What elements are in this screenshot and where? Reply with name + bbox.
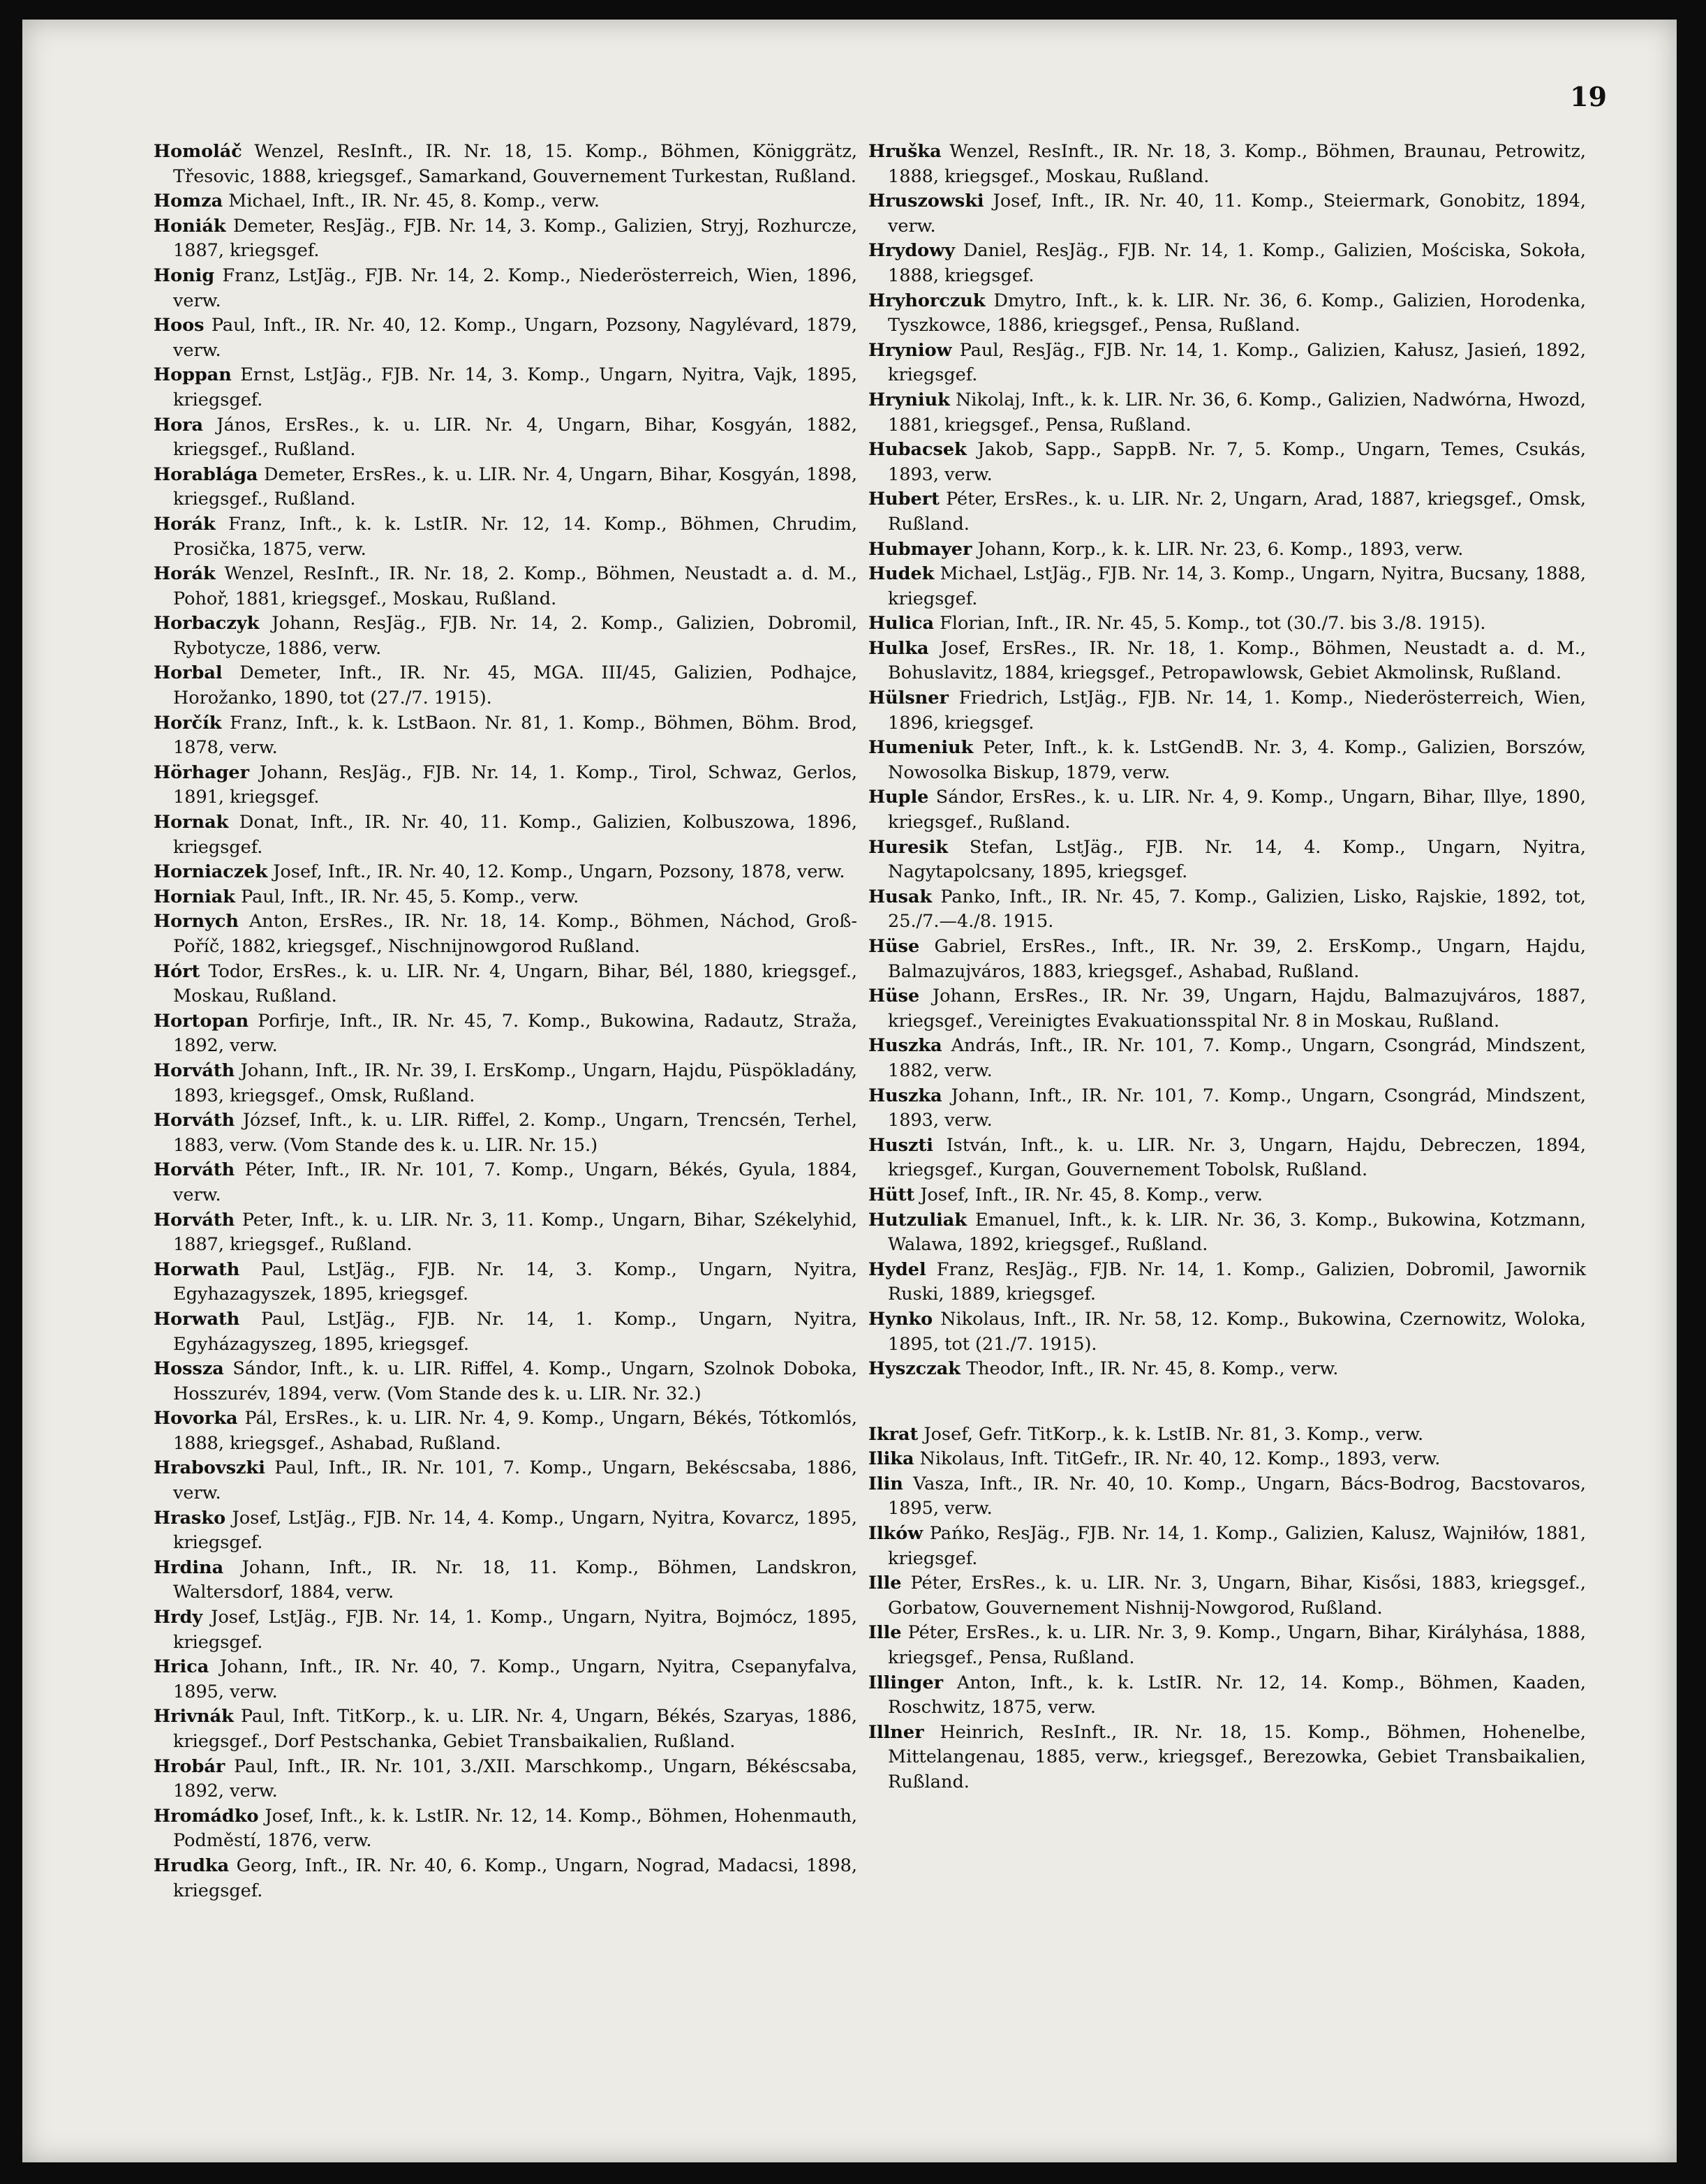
entry-details: Josef, LstJäg., FJB. Nr. 14, 4. Komp., Ungarn, Nyitra, Kovarcz, 1895, kriegsgef. [173,1507,858,1554]
entry-details: Johann, ErsRes., IR. Nr. 39, Ungarn, Hajdu, Balmazujváros, 1887, kriegsgef., Vereinigtes Evakuationsspital Nr. 8 in Moskau, Rußland. [888,986,1586,1032]
entry-details: Franz, ResJäg., FJB. Nr. 14, 1. Komp., Galizien, Dobromil, Jawornik Ruski, 1889, kriegsgef. [888,1258,1586,1305]
register-entry [154,761,857,810]
entry-surname: Ikrat [868,1423,919,1445]
entry-details: Florian, Inft., IR. Nr. 45, 5. Komp., tot (30./7. bis 3./8. 1915). [940,613,1486,634]
entry-surname: Honig [154,265,215,286]
entry-details: Demeter, ResJäg., FJB. Nr. 14, 3. Komp., Galizien, Stryj, Rozhurcze, 1887, kriegsgef. [173,215,858,262]
entry-details: Josef, Inft., k. k. LstIR. Nr. 12, 14. Komp., Böhmen, Hohenmauth, Podměstí, 1876, verw. [173,1805,857,1852]
register-entry [154,512,857,562]
register-entry [154,960,857,1009]
register-entry [154,214,857,264]
register-entry [154,1059,857,1108]
entry-surname: Hubacsek [868,439,967,461]
register-entry [868,611,1586,637]
entry-details: Wenzel, ResInft., IR. Nr. 18, 3. Komp., Böhmen, Braunau, Petrowitz, 1888, kriegsgef., Moskau, Rußland. [888,141,1586,187]
entry-surname: Hruška [868,141,942,162]
entry-surname: Hudek [868,563,935,585]
entry-surname: Illinger [868,1672,944,1693]
entry-details: János, ErsRes., k. u. LIR. Nr. 4, Ungarn, Bihar, Kosgyán, 1882, kriegsgef., Rußland. [173,414,857,461]
entry-surname: Hrivnák [154,1706,234,1728]
register-entry [154,1704,857,1754]
entry-surname: Ille [868,1573,902,1594]
entry-details: Josef, Inft., IR. Nr. 45, 8. Komp., verw. [920,1184,1263,1205]
register-entry [154,810,857,860]
register-entry [154,264,857,313]
register-entry [154,562,857,611]
right-column [868,140,1586,1795]
entry-surname: Horváth [154,1159,235,1181]
entry-details: Porfirje, Inft., IR. Nr. 45, 7. Komp., Bukowina, Radautz, Straža, 1892, verw. [173,1010,858,1057]
entry-surname: Hromádko [154,1805,259,1827]
register-entry [868,388,1586,438]
register-entry [154,1804,857,1854]
register-entry [868,1522,1586,1571]
entry-details: Péter, ErsRes., k. u. LIR. Nr. 3, 9. Komp., Ungarn, Bihar, Királyhása, 1888, kriegsgef., Pensa, Rußland. [888,1622,1586,1669]
entry-details: Paul, LstJäg., FJB. Nr. 14, 1. Komp., Ungarn, Nyitra, Egyházagyszeg, 1895, kriegsgef. [173,1308,857,1355]
entry-surname: Hüse [868,936,920,957]
entry-details: Pál, ErsRes., k. u. LIR. Nr. 4, 9. Komp., Ungarn, Békés, Tótkomlós, 1888, kriegsgef., Ashabad, Rußland. [173,1408,858,1454]
entry-details: Franz, LstJäg., FJB. Nr. 14, 2. Komp., Niederösterreich, Wien, 1896, verw. [173,265,857,311]
register-entry [868,1034,1586,1083]
register-entry [868,1447,1586,1472]
register-entry [868,637,1586,686]
entry-surname: Huresik [868,836,949,858]
entry-details: Paul, Inft., IR. Nr. 40, 12. Komp., Ungarn, Pozsony, Nagylévard, 1879, verw. [173,315,857,361]
entry-surname: Horwath [154,1308,240,1330]
register-entry [154,1158,857,1208]
entry-details: Anton, Inft., k. k. LstIR. Nr. 12, 14. Komp., Böhmen, Kaaden, Roschwitz, 1875, verw. [888,1672,1586,1718]
register-entry [868,1134,1586,1183]
register-entry [154,711,857,761]
entry-details: Georg, Inft., IR. Nr. 40, 6. Komp., Ungarn, Nograd, Madacsi, 1898, kriegsgef. [173,1855,857,1901]
entry-surname: Huszti [868,1134,933,1156]
register-entry [154,661,857,711]
entry-details: Josef, ErsRes., IR. Nr. 18, 1. Komp., Böhmen, Neustadt a. d. M., Bohuslavitz, 1884, kriegsgef., Petropawlowsk, Gebiet Akmolinsk, Rußland. [888,637,1586,684]
entry-surname: Horniaczek [154,861,268,883]
entry-details: Ernst, LstJäg., FJB. Nr. 14, 3. Komp., Ungarn, Nyitra, Vajk, 1895, kriegsgef. [173,364,858,410]
entry-details: Friedrich, LstJäg., FJB. Nr. 14, 1. Komp., Niederösterreich, Wien, 1896, kriegsgef. [888,688,1587,734]
entry-details: Todor, ErsRes., k. u. LIR. Nr. 4, Ungarn, Bihar, Bél, 1880, kriegsgef., Moskau, Rußland. [173,960,857,1007]
entry-surname: Hoppan [154,364,232,386]
entry-surname: Horváth [154,1060,235,1081]
register-entry [154,1108,857,1158]
entry-surname: Ilków [868,1523,924,1545]
entry-surname: Hornak [154,812,229,833]
entry-surname: Hrdina [154,1557,224,1578]
entry-surname: Hryniuk [868,389,950,410]
register-entry [154,885,857,910]
entry-surname: Hrudka [154,1855,230,1876]
entry-details: Heinrich, ResInft., IR. Nr. 18, 15. Komp., Böhmen, Hohenelbe, Mittelangenau, 1885, verw., kriegsgef., Berezowka, Gebiet Transbaikalien, Rußland. [888,1721,1587,1792]
entry-details: Gabriel, ErsRes., Inft., IR. Nr. 39, 2. ErsKomp., Ungarn, Hajdu, Balmazujváros, 1883, kriegsgef., Ashabad, Rußland. [888,936,1587,982]
page-number: 19 [1570,81,1607,112]
register-entry [154,1456,857,1506]
entry-surname: Hornych [154,911,239,933]
register-entry [154,1357,857,1406]
register-entry [868,1357,1586,1382]
entry-details: Josef, Inft., IR. Nr. 40, 12. Komp., Ungarn, Pozsony, 1878, verw. [273,861,845,883]
entry-surname: Hutzuliak [868,1209,967,1231]
entry-surname: Hüse [868,986,920,1007]
register-entry [868,785,1586,835]
entry-surname: Hrica [154,1656,209,1678]
entry-details: Péter, Inft., IR. Nr. 101, 7. Komp., Ungarn, Békés, Gyula, 1884, verw. [173,1159,858,1205]
entry-details: András, Inft., IR. Nr. 101, 7. Komp., Ungarn, Csongrád, Mindszent, 1882, verw. [888,1035,1586,1081]
register-entry [868,289,1586,339]
entry-details: Demeter, Inft., IR. Nr. 45, MGA. III/45, Galizien, Podhajce, Horožanko, 1890, tot (27./7. 1915). [173,662,858,709]
entry-details: Panko, Inft., IR. Nr. 45, 7. Komp., Galizien, Lisko, Rajskie, 1892, tot, 25./7.—4./8. 1915. [888,886,1586,933]
register-entry [868,1208,1586,1258]
entry-surname: Hydel [868,1258,926,1280]
entry-surname: Huszka [868,1085,942,1106]
register-entry [154,1655,857,1704]
entry-surname: Ilika [868,1448,914,1470]
entry-surname: Hyszczak [868,1358,960,1380]
register-entry [868,736,1586,785]
entry-details: Wenzel, ResInft., IR. Nr. 18, 15. Komp., Böhmen, Königgrätz, Třesovic, 1888, kriegsgef., Samarkand, Gouvernement Turkestan, Rußland. [173,141,858,187]
register-entry [154,463,857,512]
entry-surname: Husak [868,886,933,907]
entry-surname: Horák [154,513,216,535]
register-entry [868,438,1586,487]
entry-surname: Horbaczyk [154,613,260,634]
entry-details: Anton, ErsRes., IR. Nr. 18, 14. Komp., Böhmen, Náchod, Groß-Poříč, 1882, kriegsgef., Nischnijnowgorod Rußland. [173,911,858,957]
entry-details: Peter, Inft., k. u. LIR. Nr. 3, 11. Komp., Ungarn, Bihar, Székelyhid, 1887, kriegsgef., Rußland. [173,1209,857,1256]
entry-details: Paul, ResJäg., FJB. Nr. 14, 1. Komp., Galizien, Kałusz, Jasień, 1892, kriegsgef. [888,339,1586,386]
entry-details: Pańko, ResJäg., FJB. Nr. 14, 1. Komp., Galizien, Kalusz, Wajniłów, 1881, kriegsgef. [888,1523,1586,1569]
register-entry [868,562,1586,611]
entry-details: József, Inft., k. u. LIR. Riffel, 2. Komp., Ungarn, Trencsén, Terhel, 1883, verw. (Vom Stande des k. u. LIR. Nr. 15.) [173,1110,857,1156]
entry-surname: Huple [868,787,929,808]
entry-surname: Hryhorczuk [868,290,986,311]
entry-surname: Hossza [154,1358,224,1380]
entry-surname: Hovorka [154,1408,238,1429]
entry-details: Josef, Gefr. TitKorp., k. k. LstIB. Nr. 81, 3. Komp., verw. [924,1423,1424,1445]
entry-details: Johann, Inft., IR. Nr. 101, 7. Komp., Ungarn, Csongrád, Mindszent, 1893, verw. [888,1085,1586,1131]
register-entry [868,1422,1586,1448]
entry-surname: Ilin [868,1473,903,1494]
register-entry [154,611,857,661]
entry-details: Jakob, Sapp., SappB. Nr. 7, 5. Komp., Ungarn, Temes, Csukás, 1893, verw. [888,439,1586,485]
entry-details: Péter, ErsRes., k. u. LIR. Nr. 2, Ungarn, Arad, 1887, kriegsgef., Omsk, Rußland. [888,489,1586,535]
register-entry [154,1605,857,1655]
entry-surname: Honiák [154,215,226,237]
register-entry [868,140,1586,189]
entry-details: Johann, Korp., k. k. LIR. Nr. 23, 6. Komp., 1893, verw. [977,538,1464,560]
register-entry [154,909,857,959]
entry-surname: Illner [868,1721,924,1743]
register-entry [154,1009,857,1059]
entry-surname: Hulka [868,637,929,659]
entry-surname: Hórt [154,960,200,982]
entry-details: Paul, Inft., IR. Nr. 101, 3./XII. Marschkomp., Ungarn, Békéscsaba, 1892, verw. [173,1755,857,1802]
entry-surname: Horniak [154,886,235,907]
entry-details: Michael, Inft., IR. Nr. 45, 8. Komp., verw. [228,191,600,212]
register-entry [868,339,1586,388]
entry-details: Josef, LstJäg., FJB. Nr. 14, 1. Komp., Ungarn, Nyitra, Bojmócz, 1895, kriegsgef. [173,1607,858,1653]
entry-surname: Hrydowy [868,240,955,262]
register-entry [868,189,1586,239]
entry-details: Theodor, Inft., IR. Nr. 45, 8. Komp., verw. [966,1358,1339,1380]
entry-details: Josef, Inft., IR. Nr. 40, 11. Komp., Steiermark, Gonobitz, 1894, verw. [888,191,1586,237]
entry-details: Vasza, Inft., IR. Nr. 40, 10. Komp., Ungarn, Bács-Bodrog, Bacstovaros, 1895, verw. [888,1473,1587,1520]
entry-details: Michael, LstJäg., FJB. Nr. 14, 3. Komp., Ungarn, Nyitra, Bucsany, 1888, kriegsgef. [888,563,1586,609]
entry-surname: Hubert [868,489,940,510]
entry-details: Wenzel, ResInft., IR. Nr. 18, 2. Komp., Böhmen, Neustadt a. d. M., Pohoř, 1881, kriegsgef., Moskau, Rußland. [173,563,858,609]
entry-details: Nikolaj, Inft., k. k. LIR. Nr. 36, 6. Komp., Galizien, Nadwórna, Hwozd, 1881, kriegsgef., Pensa, Rußland. [888,389,1587,436]
register-entry [154,1258,857,1307]
register-entry [868,1183,1586,1208]
entry-surname: Horák [154,563,216,585]
register-entry [868,1258,1586,1307]
entry-details: Johann, Inft., IR. Nr. 40, 7. Komp., Ungarn, Nyitra, Csepanyfalva, 1895, verw. [173,1656,857,1702]
entry-surname: Horbal [154,662,223,684]
document-page [22,20,1677,2162]
entry-surname: Hynko [868,1308,933,1330]
entry-details: Johann, Inft., IR. Nr. 39, I. ErsKomp., Ungarn, Hajdu, Püspökladány, 1893, kriegsgef., Omsk, Rußland. [173,1060,858,1106]
entry-details: Emanuel, Inft., k. k. LIR. Nr. 36, 3. Komp., Bukowina, Kotzmann, Walawa, 1892, kriegsgef., Rußland. [888,1209,1586,1256]
register-entry [154,413,857,463]
entry-details: Johann, Inft., IR. Nr. 18, 11. Komp., Böhmen, Landskron, Waltersdorf, 1884, verw. [173,1557,858,1603]
entry-surname: Huszka [868,1035,942,1057]
entry-surname: Horváth [154,1209,235,1231]
register-entry [868,487,1586,537]
entry-details: Peter, Inft., k. k. LstGendB. Nr. 3, 4. Komp., Galizien, Borszów, Nowosolka Biskup, 1879, verw. [888,737,1586,783]
register-entry [868,1307,1586,1357]
register-entry [154,140,857,189]
entry-surname: Humeniuk [868,737,974,759]
register-entry [868,239,1586,288]
entry-details: Paul, Inft., IR. Nr. 45, 5. Komp., verw. [241,886,579,907]
register-entry [868,537,1586,563]
entry-details: Nikolaus, Inft., IR. Nr. 58, 12. Komp., Bukowina, Czernowitz, Woloka, 1895, tot (21./7. 1915). [888,1308,1586,1355]
entry-surname: Hoos [154,315,205,336]
entry-details: Daniel, ResJäg., FJB. Nr. 14, 1. Komp., Galizien, Mościska, Sokoła, 1888, kriegsgef. [888,240,1586,286]
entry-details: Franz, Inft., k. k. LstBaon. Nr. 81, 1. Komp., Böhmen, Böhm. Brod, 1878, verw. [173,712,857,759]
entry-surname: Horváth [154,1110,235,1131]
entry-details: Dmytro, Inft., k. k. LIR. Nr. 36, 6. Komp., Galizien, Horodenka, Tyszkowce, 1886, kriegsgef., Pensa, Rußland. [888,290,1587,336]
register-entry [868,984,1586,1034]
entry-surname: Hrasko [154,1507,226,1529]
register-entry [154,1854,857,1903]
register-entry [154,1556,857,1605]
entry-details: István, Inft., k. u. LIR. Nr. 3, Ungarn, Hajdu, Debreczen, 1894, kriegsgef., Kurgan, Gouvernement Tobolsk, Rußland. [888,1134,1586,1181]
entry-details: Donat, Inft., IR. Nr. 40, 11. Komp., Galizien, Kolbuszowa, 1896, kriegsgef. [173,812,857,858]
entry-surname: Hruszowski [868,191,984,212]
entry-details: Paul, Inft., IR. Nr. 101, 7. Komp., Ungarn, Bekéscsaba, 1886, verw. [173,1457,858,1504]
register-entry [154,189,857,214]
register-entry [868,1671,1586,1721]
register-entry [154,1307,857,1357]
entry-details: Franz, Inft., k. k. LstIR. Nr. 12, 14. Komp., Böhmen, Chrudim, Prosička, 1875, verw. [173,513,857,560]
entry-surname: Hora [154,414,204,436]
register-entry [154,1208,857,1258]
register-entry [868,835,1586,885]
register-entry [868,885,1586,935]
entry-details: Sándor, ErsRes., k. u. LIR. Nr. 4, 9. Komp., Ungarn, Bihar, Illye, 1890, kriegsgef., Rußland. [888,787,1586,833]
left-column [154,140,857,1903]
entry-surname: Hütt [868,1184,915,1205]
entry-surname: Hrabovszki [154,1457,265,1479]
entry-surname: Ille [868,1622,902,1644]
register-entry [154,860,857,885]
entry-details: Demeter, ErsRes., k. u. LIR. Nr. 4, Ungarn, Bihar, Kosgyán, 1898, kriegsgef., Rußland. [173,463,857,510]
entry-details: Stefan, LstJäg., FJB. Nr. 14, 4. Komp., Ungarn, Nyitra, Nagytapolcsany, 1895, kriegsgef. [888,836,1586,883]
entry-surname: Homza [154,191,223,212]
register-entry [868,1084,1586,1134]
register-entry [154,313,857,363]
entry-details: Sándor, Inft., k. u. LIR. Riffel, 4. Komp., Ungarn, Szolnok Doboka, Hosszurév, 1894, verw. (Vom Stande des k. u. LIR. Nr. 32.) [173,1358,857,1404]
entry-surname: Homoláč [154,141,242,162]
register-entry [868,1571,1586,1621]
entry-surname: Hubmayer [868,538,972,560]
register-entry [154,1406,857,1456]
entry-surname: Hörhager [154,762,250,783]
register-entry [868,1472,1586,1522]
register-entry [868,686,1586,736]
entry-surname: Hülsner [868,688,949,709]
entry-surname: Horčík [154,712,222,734]
entry-details: Péter, ErsRes., k. u. LIR. Nr. 3, Ungarn, Bihar, Kisősi, 1883, kriegsgef., Gorbatow, Gouvernement Nishnij-Nowgorod, Rußland. [888,1573,1587,1619]
register-entry [868,1721,1586,1795]
entry-surname: Hulica [868,613,935,634]
entry-details: Johann, ResJäg., FJB. Nr. 14, 2. Komp., Galizien, Dobromil, Rybotycze, 1886, verw. [173,613,858,659]
entry-details: Johann, ResJäg., FJB. Nr. 14, 1. Komp., Tirol, Schwaz, Gerlos, 1891, kriegsgef. [173,762,857,808]
entry-surname: Hryniow [868,339,952,361]
register-entry [154,1755,857,1804]
entry-surname: Hrobár [154,1755,225,1777]
register-entry [868,1621,1586,1670]
register-entry [868,935,1586,984]
entry-details: Paul, Inft. TitKorp., k. u. LIR. Nr. 4, Ungarn, Békés, Szaryas, 1886, kriegsgef., Dorf Pestschanka, Gebiet Transbaikalien, Rußland. [173,1706,858,1752]
entry-surname: Horwath [154,1258,240,1280]
register-entry [154,363,857,413]
entry-surname: Hortopan [154,1010,249,1032]
entry-surname: Hrdy [154,1607,203,1628]
entry-details: Paul, LstJäg., FJB. Nr. 14, 3. Komp., Ungarn, Nyitra, Egyhazagyszek, 1895, kriegsgef. [173,1258,857,1305]
entry-details: Nikolaus, Inft. TitGefr., IR. Nr. 40, 12. Komp., 1893, verw. [919,1448,1441,1470]
entry-surname: Horablága [154,463,258,485]
register-entry [154,1506,857,1556]
